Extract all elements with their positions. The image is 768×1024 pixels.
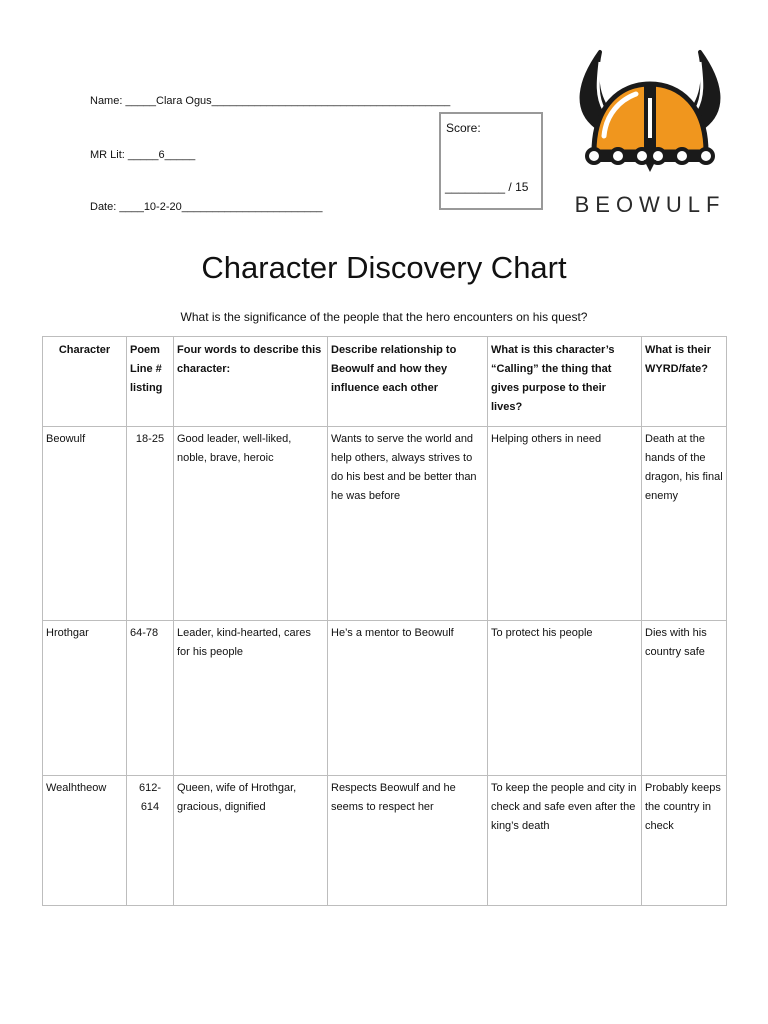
class-field: MR Lit: _____6_____	[90, 149, 196, 161]
table-row	[43, 621, 727, 776]
cell-calling: To protect his people	[488, 621, 642, 776]
cell-fate: Dies with his country safe	[642, 621, 727, 776]
cell-lines: 612-614	[127, 776, 174, 906]
score-label: Score:	[446, 121, 481, 135]
cell-fate: Death at the hands of the dragon, his final enemy	[642, 427, 727, 621]
column-header: Character	[43, 337, 127, 427]
cell-words: Leader, kind-hearted, cares for his people	[174, 621, 328, 776]
logo-text: BEOWULF	[574, 192, 726, 217]
table-row	[43, 776, 727, 906]
date-field: Date: ____10-2-20_______________________	[90, 201, 323, 213]
column-header: What is their WYRD/fate?	[642, 337, 727, 427]
cell-lines: 64-78	[127, 621, 174, 776]
cell-character: Hrothgar	[43, 621, 127, 776]
cell-fate: Probably keeps the country in check	[642, 776, 727, 906]
cell-calling: Helping others in need	[488, 427, 642, 621]
table-row	[43, 427, 727, 621]
score-line: _________ / 15	[445, 180, 529, 194]
column-header: Four words to describe this character:	[174, 337, 328, 427]
cell-calling: To keep the people and city in check and safe even after the king’s death	[488, 776, 642, 906]
cell-relationship: Wants to serve the world and help others, always strives to do his best and be better than he was before	[328, 427, 488, 621]
column-header: What is this character’s “Calling” the thing that gives purpose to their lives?	[488, 337, 642, 427]
cell-words: Queen, wife of Hrothgar, gracious, dignified	[174, 776, 328, 906]
cell-relationship: He’s a mentor to Beowulf	[328, 621, 488, 776]
cell-character: Beowulf	[43, 427, 127, 621]
cell-relationship: Respects Beowulf and he seems to respect her	[328, 776, 488, 906]
cell-character: Wealhtheow	[43, 776, 127, 906]
column-header: Describe relationship to Beowulf and how they influence each other	[328, 337, 488, 427]
score-box	[439, 112, 543, 210]
page-title: Character Discovery Chart	[201, 250, 567, 285]
page-subtitle: What is the significance of the people that the hero encounters on his quest?	[180, 310, 588, 324]
character-discovery-table	[42, 336, 727, 906]
cell-words: Good leader, well-liked, noble, brave, heroic	[174, 427, 328, 621]
name-field: Name: _____Clara Ogus_______________________________________	[90, 95, 451, 107]
beowulf-logo	[560, 40, 740, 230]
cell-lines: 18-25	[127, 427, 174, 621]
table-header-row	[43, 337, 727, 427]
column-header: Poem Line # listing	[127, 337, 174, 427]
